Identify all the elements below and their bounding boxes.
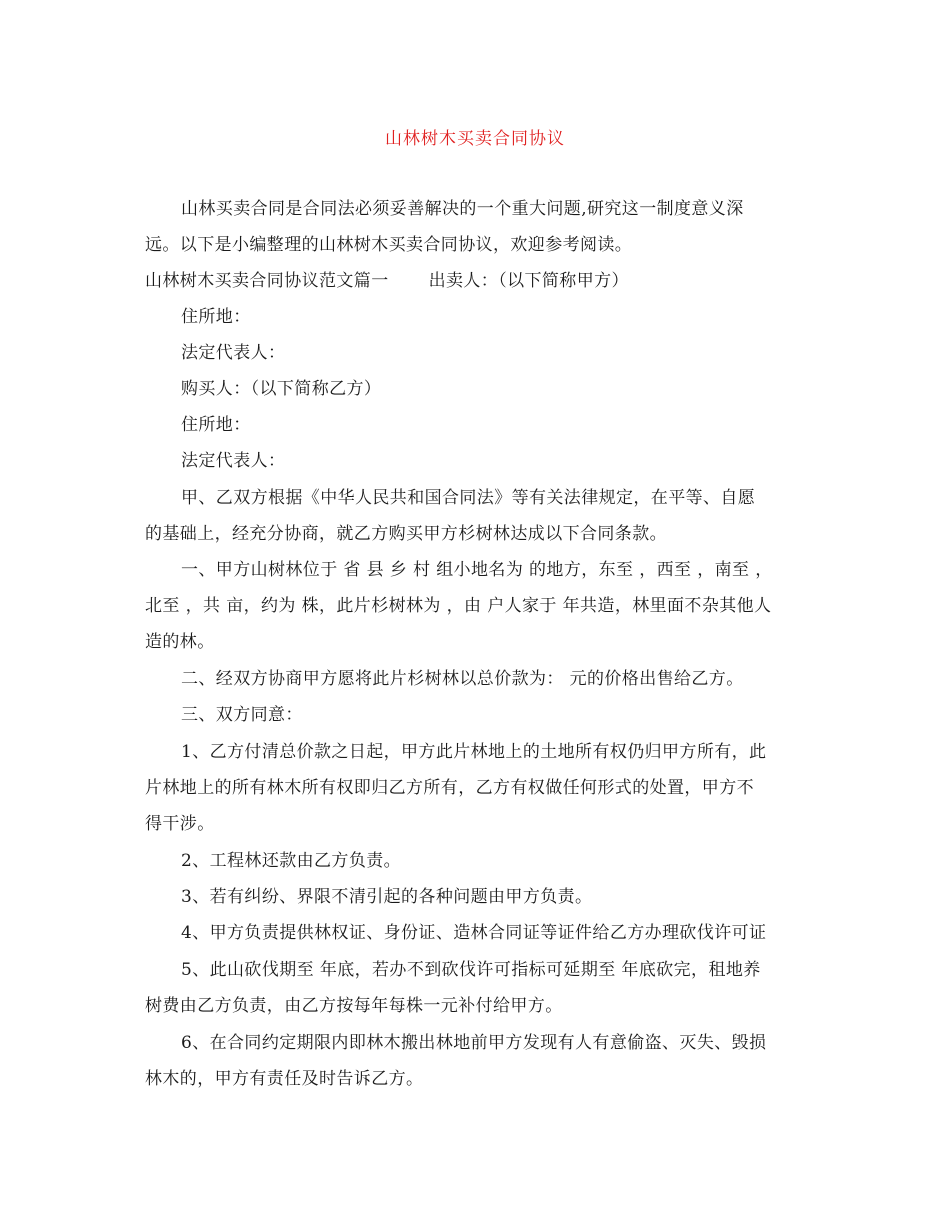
item-6-line-1: 6、在合同约定期限内即林木搬出林地前甲方发现有人有意偷盗、灭失、毁损 (181, 1033, 767, 1053)
item-1-line-2: 片林地上的所有林木所有权即归乙方所有，乙方有权做任何形式的处置，甲方不 (145, 778, 754, 798)
item-5-line-2: 树费由乙方负责，由乙方按每年每株一元补付给甲方。 (145, 996, 563, 1016)
clause-3: 三、双方同意： (181, 705, 303, 725)
section-heading-title: 山林树木买卖合同协议范文篇一 (145, 271, 389, 291)
section-heading (145, 269, 629, 293)
item-1-line-1: 1、乙方付清总价款之日起，甲方此片林地上的土地所有权仍归甲方所有，此 (181, 742, 767, 762)
item-3: 3、若有纠纷、界限不清引起的各种问题由甲方负责。 (181, 887, 593, 907)
clause-1-line-1: 一、甲方山树林位于 省 县 乡 村 组小地名为 的地方，东至 ，西至 ，南至 ， (181, 560, 773, 580)
item-2: 2、工程林还款由乙方负责。 (181, 851, 402, 871)
item-1-line-3: 得干涉。 (145, 814, 215, 834)
clause-1-line-2: 北至 ，共 亩，约为 株，此片杉树林为 ，由 户人家于 年共造，林里面不杂其他人 (145, 596, 772, 616)
clause-1-line-3: 造的林。 (145, 632, 215, 652)
seller-address: 住所地： (181, 307, 251, 327)
basis-line-1: 甲、乙双方根据《中华人民共和国合同法》等有关法律规定，在平等、自愿 (181, 488, 756, 508)
buyer-address: 住所地： (181, 415, 251, 435)
item-6-line-2: 林木的，甲方有责任及时告诉乙方。 (145, 1069, 424, 1089)
buyer-label: 购买人：（以下简称乙方） (181, 379, 382, 399)
document-title: 山林树木买卖合同协议 (385, 129, 565, 149)
buyer-representative: 法定代表人： (181, 451, 286, 471)
basis-line-2: 的基础上，经充分协商，就乙方购买甲方杉树林达成以下合同条款。 (145, 524, 667, 544)
item-5-line-1: 5、此山砍伐期至 年底，若办不到砍伐许可指标可延期至 年底砍完，租地养 (181, 960, 761, 980)
clause-2: 二、经双方协商甲方愿将此片杉树林以总价款为： 元的价格出售给乙方。 (181, 669, 744, 689)
seller-representative: 法定代表人： (181, 343, 286, 363)
intro-line-1: 山林买卖合同是合同法必须妥善解决的一个重大问题,研究这一制度意义深 (181, 199, 744, 219)
seller-label: 出卖人：（以下简称甲方） (428, 271, 629, 291)
item-4: 4、甲方负责提供林权证、身份证、造林合同证等证件给乙方办理砍伐许可证 (181, 923, 767, 943)
intro-line-2: 远。以下是小编整理的山林树木买卖合同协议，欢迎参考阅读。 (145, 235, 633, 255)
